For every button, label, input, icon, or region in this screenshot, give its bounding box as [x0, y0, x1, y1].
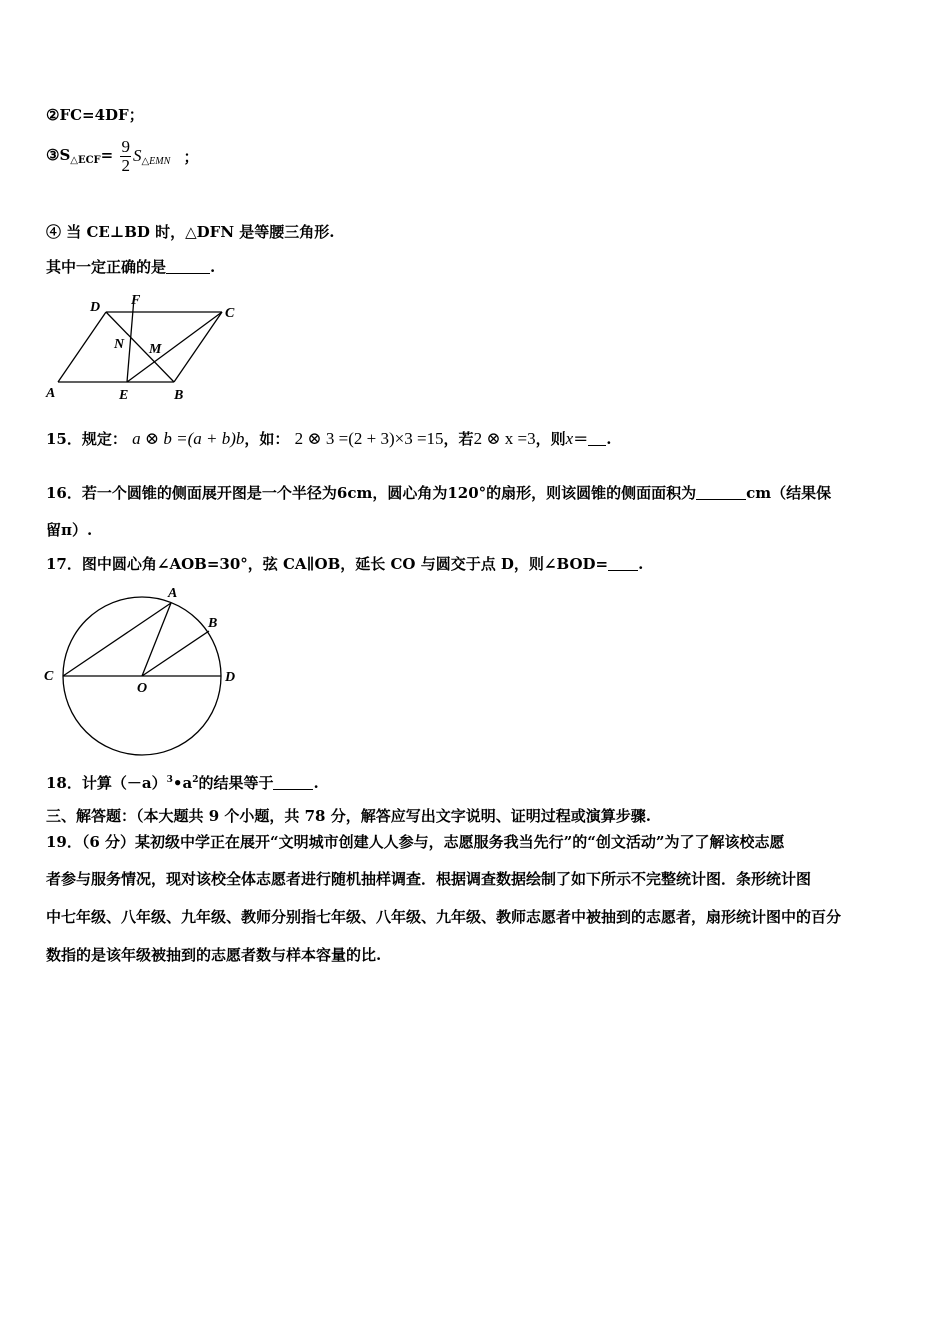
question-19-line-2: 者参与服务情况，现对该校全体志愿者进行随机抽样调查．根据调查数据绘制了如下所示不完整统计图．条形统计图 — [46, 870, 812, 888]
label-B: B — [174, 388, 184, 402]
q15-mid-3: ，则 — [535, 430, 566, 448]
circle-figure — [38, 582, 248, 760]
radius-OA — [142, 603, 171, 676]
answer-blank — [696, 485, 746, 500]
q15-number: 15．规定： — [46, 430, 127, 448]
label-A: A — [168, 586, 178, 601]
q15-mid-1: ，如： — [244, 430, 290, 448]
label-C: C — [225, 306, 235, 321]
edge-CB — [174, 312, 222, 382]
label-O: O — [137, 681, 148, 696]
q15-example: 2 ⊗ 3 =(2 + 3)×3 =15 — [294, 429, 444, 448]
label-D: D — [90, 300, 101, 315]
q15-variable: x — [565, 429, 574, 448]
label-B: B — [208, 616, 218, 631]
area-symbol: $S_{\triangle EMN}$ — [132, 145, 171, 167]
answer-blank — [273, 775, 313, 790]
label-C: C — [44, 669, 54, 684]
q14-item-4: ④ 当 CE⊥BD 时，△DFN 是等腰三角形. — [46, 223, 335, 241]
question-19-line-1: 19．（6 分）某初级中学正在展开“文明城市创建人人参与，志愿服务我当先行”的“创文活动”为了了解该校志愿 — [46, 833, 785, 851]
q14-prompt: 其中一定正确的是 . — [46, 258, 216, 276]
question-19-line-3: 中七年级、八年级、九年级、教师分别指七年级、八年级、九年级、教师志愿者中被抽到的志愿者，扇形统计图中的百分 — [46, 908, 842, 926]
q15-equals: ＝ — [573, 430, 589, 448]
answer-blank — [588, 431, 606, 446]
question-18: 18．计算$(-a)^3•a^2$的结果等于 . — [46, 774, 319, 792]
section-3-heading: 三、解答题：（本大题共 9 个小题，共 78 分，解答应写出文字说明、证明过程或演算步骤. — [46, 807, 651, 825]
fraction-9-over-2: $\frac{9}{2}$ — [121, 137, 130, 175]
q15-condition: 2 ⊗ x =3 — [473, 429, 536, 448]
q15-mid-2: ，若 — [443, 430, 474, 448]
question-17: 17．图中圆心角∠AOB=30°，弦 CA∥OB，延长 CO 与圆交于点 D，则∠BOD= . — [46, 555, 644, 573]
label-A: A — [46, 386, 56, 401]
q14-item-2: ②FC=4DF； — [46, 106, 144, 124]
q15-definition: a ⊗ b =(a + b)b — [132, 429, 245, 448]
question-16-line-1: 16．若一个圆锥的侧面展开图是一个半径为6cm，圆心角为120°的扇形，则该圆锥的侧面面积为 cm（结果保 — [46, 484, 832, 502]
chord-CA — [63, 603, 171, 676]
answer-blank — [166, 259, 210, 274]
answer-blank — [608, 556, 638, 571]
radius-OB — [142, 631, 209, 676]
q14-item-3 — [46, 138, 199, 175]
q14-item-3-prefix: $③S_{\triangle ECF}=$ — [46, 146, 114, 167]
q14-item-3-end: ； — [183, 147, 199, 166]
edge-AD — [58, 312, 106, 382]
label-E: E — [119, 388, 129, 402]
segment-EC — [127, 312, 222, 382]
question-16-line-2: 留π）. — [46, 521, 93, 539]
q15-end: . — [606, 430, 612, 448]
label-N: N — [114, 337, 125, 352]
label-F: F — [131, 293, 141, 308]
label-M: M — [149, 342, 162, 357]
question-15 — [46, 428, 611, 449]
parallelogram-figure — [42, 290, 242, 402]
question-19-line-4: 数指的是该年级被抽到的志愿者数与样本容量的比. — [46, 946, 382, 964]
label-D: D — [225, 670, 236, 685]
